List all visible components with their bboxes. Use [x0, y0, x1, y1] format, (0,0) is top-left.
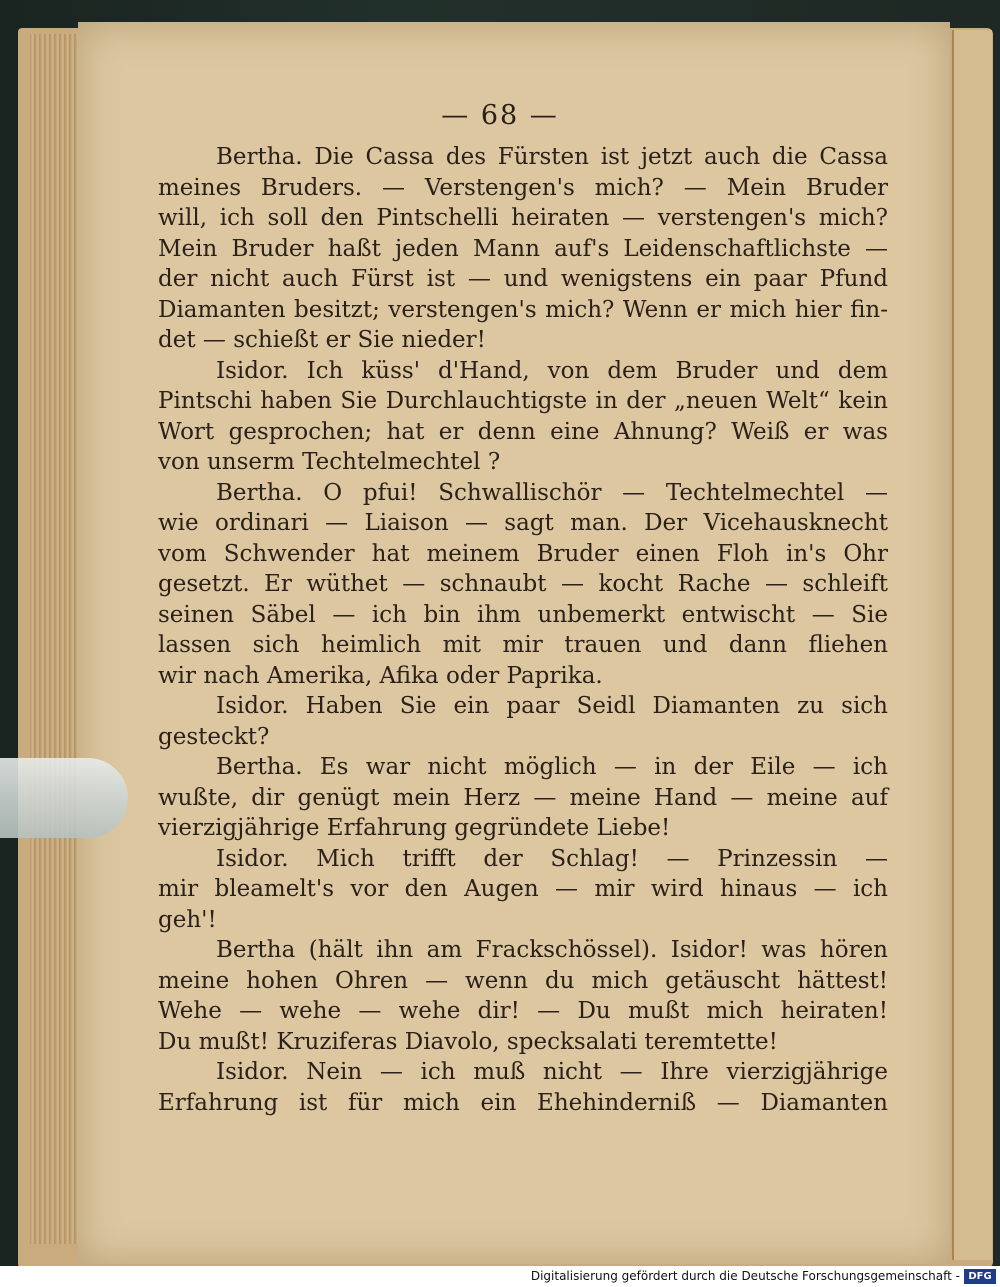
text-line: Bertha. O pfui! Schwallischör — Techtelmechtel —	[216, 479, 888, 506]
text-line: meines Bruders. — Verstengen's mich? — Mein Bruder	[158, 174, 888, 201]
text-line: Diamanten besitzt; verstengen's mich? Wenn er mich hier fin-	[158, 296, 888, 323]
text-line: Bertha (hält ihn am Frackschössel). Isidor! was hören	[216, 937, 888, 963]
text-line: seinen Säbel — ich bin ihm unbemerkt entwischt — Sie	[158, 601, 888, 628]
text-line: det — schießt er Sie nieder!	[158, 327, 486, 353]
text-line: wie ordinari — Liaison — sagt man. Der Vicehausknecht	[158, 510, 888, 536]
text-line: will, ich soll den Pintschelli heiraten — verstengen's mich?	[158, 205, 888, 231]
text-line: der nicht auch Fürst ist — und wenigstens ein paar Pfund	[158, 266, 888, 292]
text-line: wir nach Amerika, Afika oder Paprika.	[158, 662, 603, 689]
page-number: — 68 —	[441, 100, 559, 131]
text-line: Isidor. Haben Sie ein paar Seidl Diamanten zu sich	[216, 693, 888, 719]
text-line: mir bleamelt's vor den Augen — mir wird hinaus — ich	[158, 876, 888, 902]
next-page-edge	[952, 30, 992, 1260]
page-clip	[0, 758, 128, 838]
text-line: vom Schwender hat meinem Bruder einen Floh in's Ohr	[158, 540, 888, 567]
text-line: gesetzt. Er wüthet — schnaubt — kocht Rache — schleift	[158, 571, 888, 597]
text-line: Isidor. Nein — ich muß nicht — Ihre vierzigjährige	[216, 1059, 888, 1085]
text-line: geh'!	[158, 906, 217, 933]
text-line: Erfahrung ist für mich ein Ehehinderniß — Diamanten	[158, 1089, 888, 1116]
text-line: Wort gesprochen; hat er denn eine Ahnung? Weiß er was	[158, 418, 888, 445]
text-line: Mein Bruder haßt jeden Mann auf's Leidenschaftlichste —	[158, 235, 888, 262]
text-line: vierzigjährige Erfahrung gegründete Liebe!	[158, 815, 671, 841]
footer-credit: Digitalisierung gefördert durch die Deutsche Forschungsgemeinschaft -	[530, 1269, 960, 1283]
text-line: Isidor. Mich trifft der Schlag! — Prinzessin —	[216, 845, 888, 872]
text-line: Bertha. Die Cassa des Fürsten ist jetzt auch die Cassa	[216, 144, 888, 170]
text-line: von unserm Techtelmechtel ?	[158, 449, 501, 475]
text-block	[158, 142, 888, 1118]
text-line: Du mußt! Kruziferas Diavolo, specksalati teremtette!	[158, 1028, 778, 1055]
text-line: lassen sich heimlich mit mir trauen und dann fliehen	[158, 632, 888, 658]
text-line: Bertha. Es war nicht möglich — in der Eile — ich	[216, 754, 888, 780]
text-line: Pintschi haben Sie Durchlauchtigste in der „neuen Welt“ kein	[158, 388, 888, 414]
text-line: meine hohen Ohren — wenn du mich getäuscht hättest!	[158, 967, 888, 994]
page-edges	[30, 34, 80, 1244]
digitization-footer	[0, 1266, 1000, 1287]
dfg-logo: DFG	[964, 1269, 996, 1284]
text-line: Isidor. Ich küss' d'Hand, von dem Bruder und dem	[216, 357, 888, 384]
text-line: Wehe — wehe — wehe dir! — Du mußt mich heiraten!	[158, 998, 888, 1024]
text-line: wußte, dir genügt mein Herz — meine Hand — meine auf	[158, 784, 888, 811]
text-line: gesteckt?	[158, 723, 270, 750]
